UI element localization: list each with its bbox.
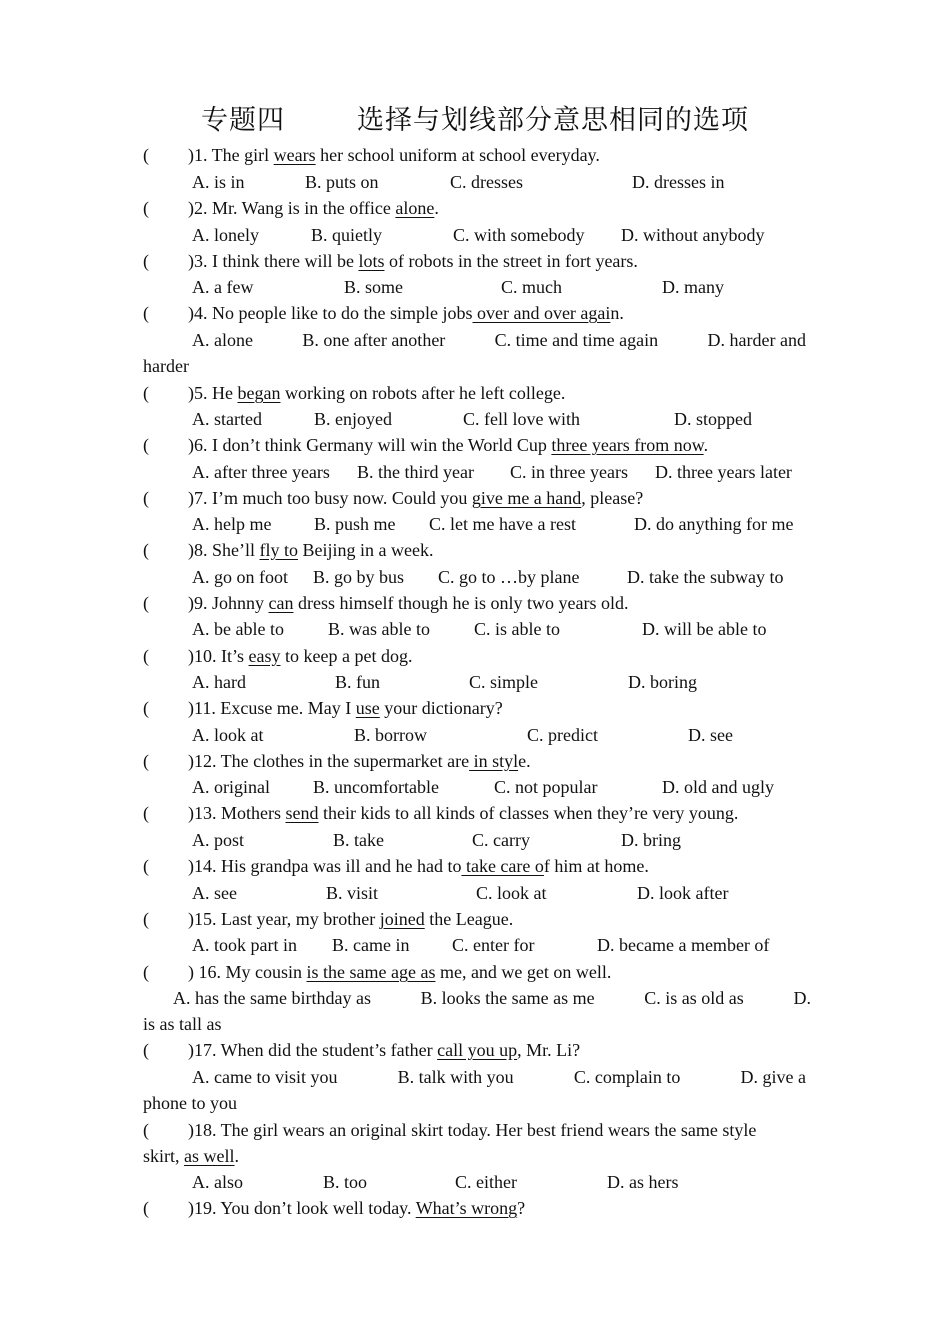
question-18: ( )18. The girl wears an original skirt today. Her best friend wears the same style — [143, 1120, 757, 1140]
underlined-phrase: alone — [395, 198, 435, 218]
option-c[interactable]: C. look at — [476, 883, 547, 903]
option-a[interactable]: A. original — [192, 777, 270, 797]
question-9: ( )9. Johnny can dress himself though he is only two years old. — [143, 593, 629, 613]
underlined-phrase: send — [285, 803, 319, 823]
option-a[interactable]: A. came to visit you — [192, 1067, 338, 1087]
option-b[interactable]: B. fun — [335, 672, 380, 692]
underlined-phrase: What’s wrong — [415, 1198, 518, 1218]
option-d[interactable]: D. without anybody — [621, 225, 765, 245]
option-d[interactable]: D. became a member of — [597, 935, 770, 955]
option-d[interactable]: D. will be able to — [642, 619, 767, 639]
option-a[interactable]: A. started — [192, 409, 262, 429]
question-5: ( )5. He began working on robots after he left college. — [143, 383, 566, 403]
question-16: ( ) 16. My cousin is the same age as me, and we get on well. — [143, 962, 612, 982]
question-19: ( )19. You don’t look well today. What’s wrong? — [143, 1198, 526, 1218]
option-b[interactable]: B. the third year — [357, 462, 474, 482]
option-b[interactable]: B. uncomfortable — [313, 777, 439, 797]
option-a[interactable]: A. has the same birthday as — [173, 988, 371, 1008]
option-b[interactable]: B. take — [333, 830, 384, 850]
question-12: ( )12. The clothes in the supermarket are in style. — [143, 751, 531, 771]
option-c[interactable]: C. enter for — [452, 935, 535, 955]
underlined-phrase: in styl — [469, 751, 519, 771]
question-10: ( )10. It’s easy to keep a pet dog. — [143, 646, 413, 666]
option-b[interactable]: B. looks the same as me — [420, 988, 595, 1008]
option-d[interactable]: D. harder and — [707, 330, 806, 350]
question-7: ( )7. I’m much too busy now. Could you give me a hand, please? — [143, 488, 644, 508]
option-c[interactable]: C. complain to — [573, 1067, 681, 1087]
underlined-phrase: over and over agai — [472, 303, 611, 323]
option-c[interactable]: C. carry — [472, 830, 530, 850]
option-d[interactable]: D. do anything for me — [634, 514, 794, 534]
option-d[interactable]: D. bring — [621, 830, 681, 850]
option-b[interactable]: B. visit — [326, 883, 379, 903]
option-b[interactable]: B. some — [344, 277, 404, 297]
option-c[interactable]: C. not popular — [494, 777, 598, 797]
option-b[interactable]: B. came in — [332, 935, 410, 955]
question-15: ( )15. Last year, my brother joined the League. — [143, 909, 514, 929]
option-c[interactable]: C. time and time again — [494, 330, 659, 350]
option-a[interactable]: A. is in — [192, 172, 245, 192]
option-d[interactable]: D. old and ugly — [662, 777, 774, 797]
underlined-phrase: began — [237, 383, 281, 403]
option-b[interactable]: B. talk with you — [397, 1067, 514, 1087]
option-d[interactable]: D. look after — [637, 883, 729, 903]
underlined-phrase: call you up — [437, 1040, 518, 1060]
option-a[interactable]: A. alone — [192, 330, 253, 350]
option-a[interactable]: A. also — [192, 1172, 243, 1192]
option-a[interactable]: A. post — [192, 830, 245, 850]
option-a[interactable]: A. see — [192, 883, 237, 903]
question-6: ( )6. I don’t think Germany will win the World Cup three years from now. — [143, 435, 709, 455]
option-d[interactable]: D. as hers — [607, 1172, 679, 1192]
option-b[interactable]: B. was able to — [328, 619, 430, 639]
option-a[interactable]: A. took part in — [192, 935, 297, 955]
underlined-phrase: joined — [379, 909, 425, 929]
option-c[interactable]: C. let me have a rest — [429, 514, 576, 534]
option-a[interactable]: A. hard — [192, 672, 246, 692]
underlined-phrase: as well — [184, 1146, 235, 1166]
option-a[interactable]: A. after three years — [192, 462, 330, 482]
option-d[interactable]: D. three years later — [655, 462, 792, 482]
option-a[interactable]: A. help me — [192, 514, 272, 534]
option-c[interactable]: C. fell love with — [463, 409, 580, 429]
option-d[interactable]: D. many — [662, 277, 724, 297]
underlined-phrase: three years from now — [551, 435, 704, 455]
option-wrap: is as tall as — [143, 1014, 222, 1034]
underlined-phrase: is the same age as — [306, 962, 436, 982]
underlined-phrase: wears — [273, 145, 316, 165]
question-1: ( )1. The girl wears her school uniform at school everyday. — [143, 145, 600, 165]
option-a[interactable]: A. a few — [192, 277, 254, 297]
options-row — [192, 1066, 806, 1088]
options-row — [173, 987, 811, 1009]
option-d[interactable]: D. — [793, 988, 811, 1008]
question-4: ( )4. No people like to do the simple jobs over and over again. — [143, 303, 624, 323]
option-c[interactable]: C. either — [455, 1172, 517, 1192]
question-3: ( )3. I think there will be lots of robots in the street in fort years. — [143, 251, 638, 271]
option-a[interactable]: A. go on foot — [192, 567, 288, 587]
question-14: ( )14. His grandpa was ill and he had to take care of him at home. — [143, 856, 649, 876]
title-heading: 选择与划线部分意思相同的选项 — [357, 105, 749, 136]
option-wrap: harder — [143, 356, 189, 376]
option-d[interactable]: D. take the subway to — [627, 567, 784, 587]
option-d[interactable]: D. stopped — [674, 409, 752, 429]
option-wrap: phone to you — [143, 1093, 237, 1113]
underlined-phrase: take care o — [461, 856, 544, 876]
underlined-phrase: give me a hand — [471, 488, 582, 508]
option-b[interactable]: B. too — [323, 1172, 368, 1192]
option-b[interactable]: B. puts on — [305, 172, 379, 192]
option-b[interactable]: B. one after another — [302, 330, 446, 350]
underlined-phrase: fly to — [259, 540, 298, 560]
option-c[interactable]: C. predict — [527, 725, 598, 745]
option-b[interactable]: B. push me — [314, 514, 396, 534]
question-11: ( )11. Excuse me. May I use your dictionary? — [143, 698, 503, 718]
underlined-phrase: easy — [248, 646, 281, 666]
underlined-phrase: lots — [358, 251, 385, 271]
options-row — [192, 329, 806, 351]
underlined-phrase: can — [268, 593, 294, 613]
option-d[interactable]: D. dresses in — [632, 172, 725, 192]
option-c[interactable]: C. much — [501, 277, 562, 297]
option-c[interactable]: C. in three years — [510, 462, 628, 482]
option-d[interactable]: D. give a — [740, 1067, 806, 1087]
underlined-phrase: use — [355, 698, 380, 718]
option-c[interactable]: C. go to …by plane — [438, 567, 580, 587]
title-topic: 专题四 — [201, 105, 285, 136]
page-title — [0, 98, 950, 137]
option-b[interactable]: B. enjoyed — [314, 409, 392, 429]
option-c[interactable]: C. dresses — [450, 172, 523, 192]
option-c[interactable]: C. is as old as — [644, 988, 744, 1008]
option-c[interactable]: C. simple — [469, 672, 539, 692]
question-13: ( )13. Mothers send their kids to all kinds of classes when they’re very young. — [143, 803, 739, 823]
option-c[interactable]: C. with somebody — [453, 225, 585, 245]
option-a[interactable]: A. be able to — [192, 619, 284, 639]
question-8: ( )8. She’ll fly to Beijing in a week. — [143, 540, 434, 560]
option-b[interactable]: B. quietly — [311, 225, 382, 245]
option-b[interactable]: B. go by bus — [313, 567, 405, 587]
option-a[interactable]: A. look at — [192, 725, 264, 745]
option-a[interactable]: A. lonely — [192, 225, 259, 245]
question-18-continued: skirt, as well. — [143, 1146, 239, 1166]
option-c[interactable]: C. is able to — [474, 619, 560, 639]
option-b[interactable]: B. borrow — [354, 725, 427, 745]
question-17: ( )17. When did the student’s father call you up, Mr. Li? — [143, 1040, 581, 1060]
option-d[interactable]: D. see — [688, 725, 733, 745]
option-d[interactable]: D. boring — [628, 672, 697, 692]
question-2: ( )2. Mr. Wang is in the office alone. — [143, 198, 439, 218]
